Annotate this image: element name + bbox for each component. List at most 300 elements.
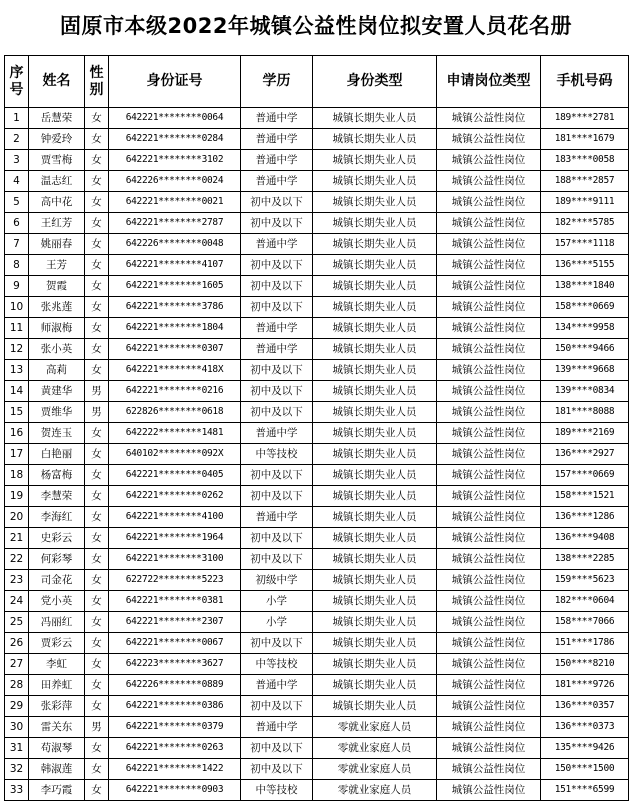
table-row — [5, 780, 629, 801]
cell-name: 雷关东 — [29, 717, 85, 738]
cell-name: 党小英 — [29, 591, 85, 612]
cell-identity-type: 零就业家庭人员 — [313, 780, 437, 801]
cell-education: 初中及以下 — [241, 297, 313, 318]
cell-id: 642222********1481 — [109, 423, 241, 444]
cell-name: 李海红 — [29, 507, 85, 528]
cell-id: 642221********3100 — [109, 549, 241, 570]
cell-gender: 女 — [85, 339, 109, 360]
cell-education: 初中及以下 — [241, 633, 313, 654]
cell-phone: 183****0058 — [541, 150, 629, 171]
cell-education: 普通中学 — [241, 717, 313, 738]
cell-name: 张兆莲 — [29, 297, 85, 318]
cell-identity-type: 城镇长期失业人员 — [313, 402, 437, 423]
cell-id: 642221********1964 — [109, 528, 241, 549]
table-row — [5, 381, 629, 402]
cell-phone: 181****1679 — [541, 129, 629, 150]
cell-name: 田养虹 — [29, 675, 85, 696]
cell-education: 初级中学 — [241, 570, 313, 591]
table-row — [5, 150, 629, 171]
table-row — [5, 339, 629, 360]
cell-id: 640102********092X — [109, 444, 241, 465]
cell-education: 初中及以下 — [241, 696, 313, 717]
cell-id: 642221********0903 — [109, 780, 241, 801]
cell-post-type: 城镇公益性岗位 — [437, 780, 541, 801]
cell-id: 642226********0048 — [109, 234, 241, 255]
cell-id: 642221********0216 — [109, 381, 241, 402]
cell-name: 杨富梅 — [29, 465, 85, 486]
cell-phone: 151****6599 — [541, 780, 629, 801]
cell-identity-type: 城镇长期失业人员 — [313, 612, 437, 633]
cell-identity-type: 城镇长期失业人员 — [313, 213, 437, 234]
cell-post-type: 城镇公益性岗位 — [437, 591, 541, 612]
cell-name: 张小英 — [29, 339, 85, 360]
cell-seq: 1 — [5, 108, 29, 129]
table-row — [5, 213, 629, 234]
cell-post-type: 城镇公益性岗位 — [437, 675, 541, 696]
cell-education: 初中及以下 — [241, 759, 313, 780]
cell-id: 642221********418X — [109, 360, 241, 381]
cell-gender: 女 — [85, 318, 109, 339]
cell-identity-type: 城镇长期失业人员 — [313, 591, 437, 612]
table-row — [5, 675, 629, 696]
cell-education: 初中及以下 — [241, 381, 313, 402]
cell-name: 李慧荣 — [29, 486, 85, 507]
cell-phone: 181****9726 — [541, 675, 629, 696]
cell-phone: 157****0669 — [541, 465, 629, 486]
cell-seq: 4 — [5, 171, 29, 192]
cell-post-type: 城镇公益性岗位 — [437, 717, 541, 738]
cell-seq: 14 — [5, 381, 29, 402]
header-identity-type: 身份类型 — [313, 56, 437, 108]
cell-gender: 女 — [85, 171, 109, 192]
cell-identity-type: 城镇长期失业人员 — [313, 570, 437, 591]
cell-education: 初中及以下 — [241, 255, 313, 276]
cell-id: 642221********2307 — [109, 612, 241, 633]
cell-identity-type: 城镇长期失业人员 — [313, 654, 437, 675]
cell-identity-type: 城镇长期失业人员 — [313, 528, 437, 549]
header-name: 姓名 — [29, 56, 85, 108]
cell-name: 贺连玉 — [29, 423, 85, 444]
cell-id: 642221********0021 — [109, 192, 241, 213]
cell-seq: 13 — [5, 360, 29, 381]
cell-gender: 女 — [85, 759, 109, 780]
cell-gender: 女 — [85, 654, 109, 675]
cell-phone: 139****9668 — [541, 360, 629, 381]
cell-identity-type: 零就业家庭人员 — [313, 738, 437, 759]
cell-name: 师淑梅 — [29, 318, 85, 339]
cell-name: 司金花 — [29, 570, 85, 591]
cell-seq: 8 — [5, 255, 29, 276]
cell-name: 何彩琴 — [29, 549, 85, 570]
cell-identity-type: 城镇长期失业人员 — [313, 507, 437, 528]
cell-post-type: 城镇公益性岗位 — [437, 171, 541, 192]
cell-seq: 20 — [5, 507, 29, 528]
header-education: 学历 — [241, 56, 313, 108]
cell-education: 小学 — [241, 591, 313, 612]
cell-seq: 15 — [5, 402, 29, 423]
cell-identity-type: 城镇长期失业人员 — [313, 318, 437, 339]
cell-phone: 136****2927 — [541, 444, 629, 465]
cell-identity-type: 城镇长期失业人员 — [313, 129, 437, 150]
header-post-type: 申请岗位类型 — [437, 56, 541, 108]
cell-id: 642221********0386 — [109, 696, 241, 717]
table-row — [5, 171, 629, 192]
cell-post-type: 城镇公益性岗位 — [437, 633, 541, 654]
cell-id: 642221********0381 — [109, 591, 241, 612]
header-phone: 手机号码 — [541, 56, 629, 108]
cell-identity-type: 城镇长期失业人员 — [313, 150, 437, 171]
cell-post-type: 城镇公益性岗位 — [437, 339, 541, 360]
table-row — [5, 738, 629, 759]
cell-gender: 女 — [85, 528, 109, 549]
cell-phone: 189****2169 — [541, 423, 629, 444]
cell-education: 普通中学 — [241, 171, 313, 192]
cell-post-type: 城镇公益性岗位 — [437, 318, 541, 339]
cell-post-type: 城镇公益性岗位 — [437, 738, 541, 759]
table-row — [5, 234, 629, 255]
cell-education: 初中及以下 — [241, 276, 313, 297]
cell-gender: 男 — [85, 402, 109, 423]
cell-seq: 7 — [5, 234, 29, 255]
cell-name: 温志红 — [29, 171, 85, 192]
cell-gender: 女 — [85, 150, 109, 171]
table-row — [5, 318, 629, 339]
cell-name: 高中花 — [29, 192, 85, 213]
cell-id: 642221********2787 — [109, 213, 241, 234]
cell-phone: 136****9408 — [541, 528, 629, 549]
cell-gender: 女 — [85, 591, 109, 612]
cell-post-type: 城镇公益性岗位 — [437, 360, 541, 381]
cell-gender: 女 — [85, 276, 109, 297]
cell-post-type: 城镇公益性岗位 — [437, 381, 541, 402]
cell-name: 史彩云 — [29, 528, 85, 549]
cell-education: 初中及以下 — [241, 465, 313, 486]
cell-seq: 9 — [5, 276, 29, 297]
cell-gender: 女 — [85, 549, 109, 570]
cell-phone: 182****0604 — [541, 591, 629, 612]
cell-id: 642221********1422 — [109, 759, 241, 780]
cell-id: 642221********0262 — [109, 486, 241, 507]
header-gender: 性别 — [85, 56, 109, 108]
table-row — [5, 276, 629, 297]
cell-education: 初中及以下 — [241, 360, 313, 381]
cell-education: 初中及以下 — [241, 213, 313, 234]
cell-seq: 10 — [5, 297, 29, 318]
cell-seq: 27 — [5, 654, 29, 675]
cell-phone: 189****9111 — [541, 192, 629, 213]
cell-education: 普通中学 — [241, 339, 313, 360]
cell-identity-type: 城镇长期失业人员 — [313, 675, 437, 696]
cell-identity-type: 城镇长期失业人员 — [313, 549, 437, 570]
cell-education: 中等技校 — [241, 780, 313, 801]
cell-post-type: 城镇公益性岗位 — [437, 654, 541, 675]
table-row — [5, 402, 629, 423]
cell-post-type: 城镇公益性岗位 — [437, 549, 541, 570]
cell-phone: 136****0357 — [541, 696, 629, 717]
cell-phone: 150****1500 — [541, 759, 629, 780]
table-row — [5, 570, 629, 591]
cell-post-type: 城镇公益性岗位 — [437, 213, 541, 234]
cell-gender: 女 — [85, 465, 109, 486]
document-title: 固原市本级2022年城镇公益性岗位拟安置人员花名册 — [60, 14, 572, 38]
cell-phone: 189****2781 — [541, 108, 629, 129]
cell-gender: 女 — [85, 570, 109, 591]
cell-seq: 26 — [5, 633, 29, 654]
cell-identity-type: 城镇长期失业人员 — [313, 360, 437, 381]
cell-identity-type: 城镇长期失业人员 — [313, 381, 437, 402]
cell-name: 黄建华 — [29, 381, 85, 402]
cell-identity-type: 城镇长期失业人员 — [313, 276, 437, 297]
cell-education: 普通中学 — [241, 507, 313, 528]
cell-phone: 158****1521 — [541, 486, 629, 507]
roster-body — [5, 108, 629, 801]
cell-seq: 3 — [5, 150, 29, 171]
table-row — [5, 108, 629, 129]
cell-post-type: 城镇公益性岗位 — [437, 612, 541, 633]
cell-post-type: 城镇公益性岗位 — [437, 150, 541, 171]
cell-post-type: 城镇公益性岗位 — [437, 486, 541, 507]
cell-phone: 150****9466 — [541, 339, 629, 360]
cell-education: 中等技校 — [241, 654, 313, 675]
cell-phone: 157****1118 — [541, 234, 629, 255]
table-row — [5, 528, 629, 549]
cell-id: 642221********3102 — [109, 150, 241, 171]
cell-name: 贾维华 — [29, 402, 85, 423]
cell-seq: 19 — [5, 486, 29, 507]
cell-phone: 136****1286 — [541, 507, 629, 528]
roster-table — [4, 55, 629, 801]
cell-identity-type: 城镇长期失业人员 — [313, 696, 437, 717]
cell-identity-type: 城镇长期失业人员 — [313, 234, 437, 255]
cell-identity-type: 零就业家庭人员 — [313, 717, 437, 738]
cell-id: 642221********0284 — [109, 129, 241, 150]
cell-gender: 女 — [85, 780, 109, 801]
cell-education: 初中及以下 — [241, 486, 313, 507]
cell-name: 李巧霞 — [29, 780, 85, 801]
cell-name: 苟淑琴 — [29, 738, 85, 759]
cell-education: 初中及以下 — [241, 192, 313, 213]
cell-seq: 25 — [5, 612, 29, 633]
cell-seq: 24 — [5, 591, 29, 612]
cell-id: 642221********0379 — [109, 717, 241, 738]
table-row — [5, 465, 629, 486]
table-row — [5, 654, 629, 675]
cell-gender: 女 — [85, 444, 109, 465]
cell-name: 李虹 — [29, 654, 85, 675]
cell-post-type: 城镇公益性岗位 — [437, 570, 541, 591]
cell-phone: 151****1786 — [541, 633, 629, 654]
table-row — [5, 360, 629, 381]
cell-id: 622722********5223 — [109, 570, 241, 591]
cell-education: 普通中学 — [241, 150, 313, 171]
cell-phone: 188****2857 — [541, 171, 629, 192]
cell-seq: 30 — [5, 717, 29, 738]
cell-id: 642221********0064 — [109, 108, 241, 129]
cell-seq: 22 — [5, 549, 29, 570]
cell-name: 钟爱玲 — [29, 129, 85, 150]
cell-gender: 女 — [85, 108, 109, 129]
cell-post-type: 城镇公益性岗位 — [437, 759, 541, 780]
cell-name: 王红芳 — [29, 213, 85, 234]
cell-post-type: 城镇公益性岗位 — [437, 528, 541, 549]
cell-name: 冯丽红 — [29, 612, 85, 633]
table-row — [5, 759, 629, 780]
cell-phone: 150****8210 — [541, 654, 629, 675]
cell-seq: 11 — [5, 318, 29, 339]
cell-post-type: 城镇公益性岗位 — [437, 276, 541, 297]
cell-gender: 女 — [85, 675, 109, 696]
cell-phone: 135****9426 — [541, 738, 629, 759]
cell-seq: 18 — [5, 465, 29, 486]
cell-gender: 女 — [85, 486, 109, 507]
cell-id: 642221********4100 — [109, 507, 241, 528]
cell-gender: 女 — [85, 129, 109, 150]
cell-seq: 32 — [5, 759, 29, 780]
table-row — [5, 717, 629, 738]
cell-name: 贾彩云 — [29, 633, 85, 654]
cell-seq: 12 — [5, 339, 29, 360]
table-row — [5, 192, 629, 213]
table-row — [5, 444, 629, 465]
cell-education: 普通中学 — [241, 423, 313, 444]
cell-phone: 138****1840 — [541, 276, 629, 297]
cell-identity-type: 城镇长期失业人员 — [313, 297, 437, 318]
cell-name: 张彩萍 — [29, 696, 85, 717]
cell-name: 白艳丽 — [29, 444, 85, 465]
cell-seq: 23 — [5, 570, 29, 591]
cell-phone: 158****7066 — [541, 612, 629, 633]
cell-identity-type: 城镇长期失业人员 — [313, 465, 437, 486]
cell-id: 622826********0618 — [109, 402, 241, 423]
cell-id: 642221********0263 — [109, 738, 241, 759]
cell-gender: 女 — [85, 360, 109, 381]
cell-id: 642221********4107 — [109, 255, 241, 276]
cell-education: 普通中学 — [241, 108, 313, 129]
cell-identity-type: 城镇长期失业人员 — [313, 444, 437, 465]
header-id: 身份证号 — [109, 56, 241, 108]
cell-gender: 女 — [85, 423, 109, 444]
cell-phone: 182****5785 — [541, 213, 629, 234]
cell-post-type: 城镇公益性岗位 — [437, 507, 541, 528]
cell-gender: 女 — [85, 738, 109, 759]
table-row — [5, 633, 629, 654]
cell-seq: 2 — [5, 129, 29, 150]
cell-id: 642221********1605 — [109, 276, 241, 297]
cell-id: 642221********0067 — [109, 633, 241, 654]
cell-post-type: 城镇公益性岗位 — [437, 297, 541, 318]
cell-identity-type: 零就业家庭人员 — [313, 759, 437, 780]
cell-gender: 女 — [85, 192, 109, 213]
cell-phone: 159****5623 — [541, 570, 629, 591]
cell-identity-type: 城镇长期失业人员 — [313, 192, 437, 213]
cell-gender: 女 — [85, 297, 109, 318]
cell-gender: 男 — [85, 717, 109, 738]
cell-name: 贺霞 — [29, 276, 85, 297]
cell-identity-type: 城镇长期失业人员 — [313, 633, 437, 654]
cell-post-type: 城镇公益性岗位 — [437, 108, 541, 129]
cell-name: 韩淑莲 — [29, 759, 85, 780]
cell-gender: 女 — [85, 696, 109, 717]
table-row — [5, 297, 629, 318]
table-row — [5, 696, 629, 717]
table-row — [5, 612, 629, 633]
cell-gender: 女 — [85, 255, 109, 276]
header-seq: 序号 — [5, 56, 29, 108]
cell-education: 初中及以下 — [241, 738, 313, 759]
cell-phone: 136****5155 — [541, 255, 629, 276]
cell-seq: 6 — [5, 213, 29, 234]
cell-post-type: 城镇公益性岗位 — [437, 696, 541, 717]
cell-name: 高莉 — [29, 360, 85, 381]
cell-id: 642226********0889 — [109, 675, 241, 696]
cell-id: 642221********1804 — [109, 318, 241, 339]
cell-identity-type: 城镇长期失业人员 — [313, 108, 437, 129]
cell-seq: 31 — [5, 738, 29, 759]
table-row — [5, 129, 629, 150]
cell-post-type: 城镇公益性岗位 — [437, 423, 541, 444]
cell-phone: 136****0373 — [541, 717, 629, 738]
cell-phone: 181****8088 — [541, 402, 629, 423]
cell-education: 初中及以下 — [241, 402, 313, 423]
cell-education: 普通中学 — [241, 129, 313, 150]
cell-seq: 16 — [5, 423, 29, 444]
cell-seq: 33 — [5, 780, 29, 801]
cell-id: 642223********3627 — [109, 654, 241, 675]
table-row — [5, 507, 629, 528]
cell-education: 初中及以下 — [241, 549, 313, 570]
cell-post-type: 城镇公益性岗位 — [437, 402, 541, 423]
cell-seq: 21 — [5, 528, 29, 549]
cell-gender: 女 — [85, 213, 109, 234]
cell-post-type: 城镇公益性岗位 — [437, 234, 541, 255]
table-row — [5, 423, 629, 444]
cell-education: 初中及以下 — [241, 528, 313, 549]
cell-post-type: 城镇公益性岗位 — [437, 444, 541, 465]
cell-identity-type: 城镇长期失业人员 — [313, 171, 437, 192]
cell-phone: 158****0669 — [541, 297, 629, 318]
cell-education: 中等技校 — [241, 444, 313, 465]
cell-seq: 17 — [5, 444, 29, 465]
cell-post-type: 城镇公益性岗位 — [437, 192, 541, 213]
cell-identity-type: 城镇长期失业人员 — [313, 255, 437, 276]
cell-gender: 女 — [85, 612, 109, 633]
cell-identity-type: 城镇长期失业人员 — [313, 339, 437, 360]
cell-gender: 女 — [85, 633, 109, 654]
cell-name: 姚丽春 — [29, 234, 85, 255]
cell-education: 普通中学 — [241, 318, 313, 339]
cell-name: 岳慧荣 — [29, 108, 85, 129]
cell-post-type: 城镇公益性岗位 — [437, 255, 541, 276]
table-row — [5, 549, 629, 570]
header-row — [5, 56, 629, 108]
cell-phone: 138****2285 — [541, 549, 629, 570]
cell-seq: 29 — [5, 696, 29, 717]
cell-post-type: 城镇公益性岗位 — [437, 465, 541, 486]
cell-gender: 男 — [85, 381, 109, 402]
cell-phone: 139****0834 — [541, 381, 629, 402]
cell-name: 王芳 — [29, 255, 85, 276]
cell-education: 小学 — [241, 612, 313, 633]
cell-education: 普通中学 — [241, 675, 313, 696]
table-row — [5, 486, 629, 507]
cell-id: 642221********0307 — [109, 339, 241, 360]
cell-id: 642221********0405 — [109, 465, 241, 486]
table-row — [5, 591, 629, 612]
cell-id: 642221********3786 — [109, 297, 241, 318]
table-row — [5, 255, 629, 276]
cell-identity-type: 城镇长期失业人员 — [313, 423, 437, 444]
cell-gender: 女 — [85, 507, 109, 528]
